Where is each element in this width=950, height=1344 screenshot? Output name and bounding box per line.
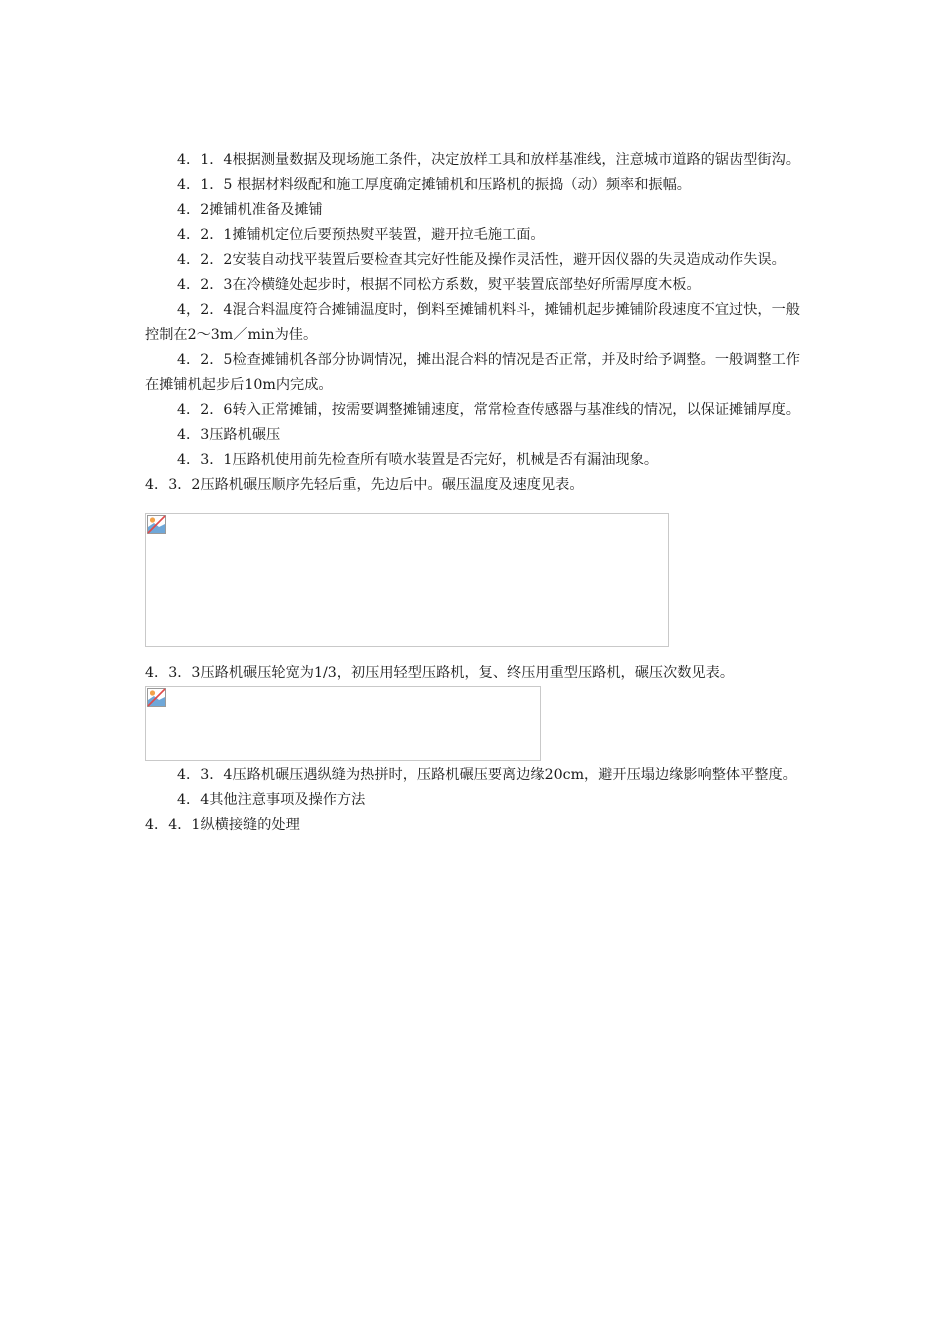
paragraph-4-3-3: 4．3．3压路机碾压轮宽为1/3，初压用轻型压路机，复、终压用重型压路机，碾压次数见表。 [145,665,735,681]
paragraph-4-2-6: 4．2．6转入正常摊铺，按需要调整摊铺速度，常常检查传感器与基准线的情况，以保证摊铺厚度。 [177,402,800,418]
broken-image-icon [147,688,166,707]
heading-4-3: 4．3压路机碾压 [177,427,281,443]
paragraph-4-2-4: 4，2．4混合料温度符合摊铺温度时，倒料至摊铺机料斗，摊铺机起步摊铺阶段速度不宜过快，一般控制在2～3m／min为佳。 [145,302,800,343]
heading-4-2: 4．2摊铺机准备及摊铺 [177,202,323,218]
paragraph-4-3-2: 4．3．2压路机碾压顺序先轻后重，先边后中。碾压温度及速度见表。 [145,477,584,493]
heading-4-4: 4．4其他注意事项及操作方法 [177,792,366,808]
table-image-placeholder [145,513,669,647]
paragraph-4-1-4: 4．1．4根据测量数据及现场施工条件，决定放样工具和放样基准线，注意城市道路的锯齿型街沟。 [177,152,800,168]
broken-image-icon [147,515,166,534]
paragraph-4-2-2: 4．2．2安装自动找平装置后要检查其完好性能及操作灵活性，避开因仪器的失灵造成动作失误。 [177,252,786,268]
paragraph-4-3-4: 4．3．4压路机碾压遇纵缝为热拼时，压路机碾压要离边缘20cm，避开压塌边缘影响整体平整度。 [177,767,797,783]
paragraph-4-2-3: 4．2．3在冷横缝处起步时，根据不同松方系数，熨平装置底部垫好所需厚度木板。 [177,277,701,293]
paragraph-4-2-1: 4．2．1摊铺机定位后要预热熨平装置，避开拉毛施工面。 [177,227,545,243]
paragraph-4-1-5: 4．1．5 根据材料级配和施工厚度确定摊铺机和压路机的振捣（动）频率和振幅。 [177,177,691,193]
paragraph-4-4-1: 4．4．1纵横接缝的处理 [145,817,300,833]
paragraph-4-2-5: 4．2．5检查摊铺机各部分协调情况，摊出混合料的情况是否正常，并及时给予调整。一般调整工作在摊铺机起步后10m内完成。 [145,352,800,393]
paragraph-4-3-1: 4．3．1压路机使用前先检查所有喷水装置是否完好，机械是否有漏油现象。 [177,452,659,468]
table-image-placeholder [145,686,541,761]
document-body [145,148,800,838]
